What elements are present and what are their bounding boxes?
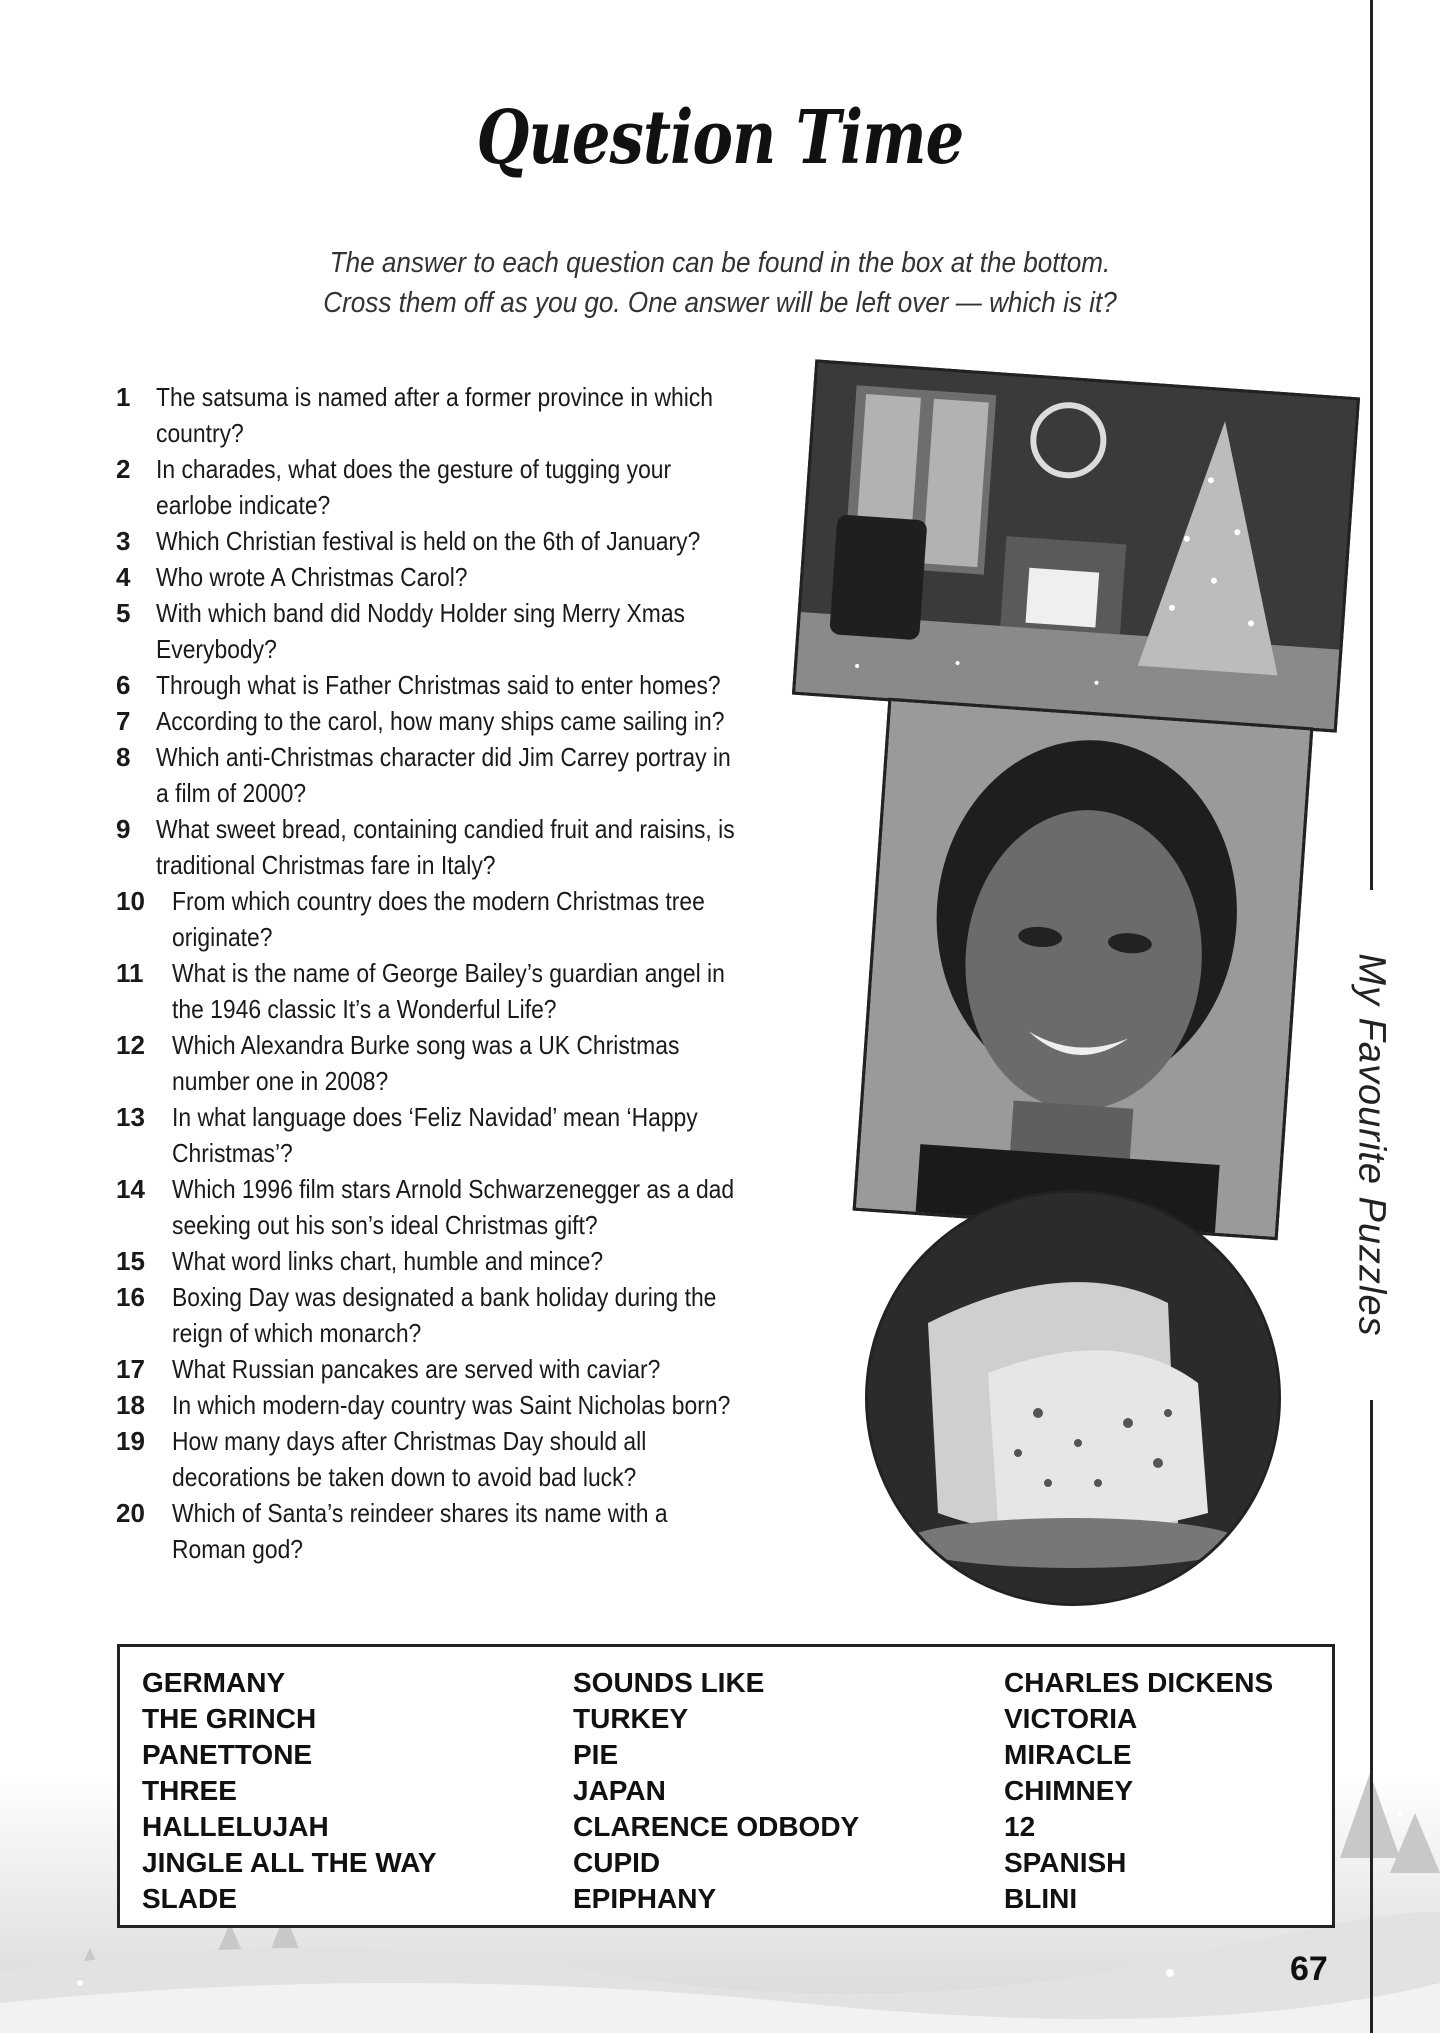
question-number: 9 xyxy=(116,814,131,844)
question-item xyxy=(116,1279,816,1351)
question-item xyxy=(116,559,816,595)
answer-item: CHIMNEY xyxy=(1004,1775,1134,1806)
answer-item: TURKEY xyxy=(573,1703,689,1734)
instructions xyxy=(72,243,1368,323)
answer-item: THE GRINCH xyxy=(142,1703,317,1734)
question-item xyxy=(116,1495,816,1567)
question-number: 3 xyxy=(116,526,131,556)
question-text: Which Alexandra Burke song was a UK Christmas number one in 2008? xyxy=(172,1030,680,1096)
answer-item: 12 xyxy=(1004,1811,1036,1842)
question-item xyxy=(116,1027,816,1099)
question-number: 7 xyxy=(116,706,131,736)
panettone-photo xyxy=(865,1190,1281,1606)
answer-item: MIRACLE xyxy=(1004,1739,1132,1770)
question-text: In charades, what does the gesture of tugging your earlobe indicate? xyxy=(156,454,672,520)
question-item xyxy=(116,595,816,667)
question-number: 2 xyxy=(116,454,131,484)
question-text: Which Christian festival is held on the 6th of January? xyxy=(156,526,701,556)
question-item xyxy=(116,811,816,883)
question-text: In what language does ‘Feliz Navidad’ mean ‘Happy Christmas’? xyxy=(172,1102,698,1168)
christmas-room-photo xyxy=(792,359,1360,732)
question-text: In which modern-day country was Saint Nicholas born? xyxy=(172,1390,731,1420)
answer-item: EPIPHANY xyxy=(573,1883,717,1914)
question-text: According to the carol, how many ships came sailing in? xyxy=(156,706,725,736)
page-title: Question Time xyxy=(476,95,964,181)
question-text: Which anti-Christmas character did Jim Carrey portray in a film of 2000? xyxy=(156,742,731,808)
question-text: Who wrote A Christmas Carol? xyxy=(156,562,468,592)
answer-item: PIE xyxy=(573,1739,619,1770)
question-number: 5 xyxy=(116,598,131,628)
answer-item: GERMANY xyxy=(142,1667,286,1698)
question-number: 18 xyxy=(116,1390,145,1420)
question-item xyxy=(116,1243,816,1279)
question-item xyxy=(116,523,816,559)
question-text: What is the name of George Bailey’s guardian angel in the 1946 classic It’s a Wonderful Life? xyxy=(172,958,725,1024)
question-number: 20 xyxy=(116,1498,145,1528)
answer-item: CUPID xyxy=(573,1847,661,1878)
question-number: 12 xyxy=(116,1030,145,1060)
answer-item: CHARLES DICKENS xyxy=(1004,1667,1274,1698)
question-item xyxy=(116,1351,816,1387)
answer-item: THREE xyxy=(142,1775,237,1806)
question-text: How many days after Christmas Day should all decorations be taken down to avoid bad luck? xyxy=(172,1426,647,1492)
question-text: Through what is Father Christmas said to enter homes? xyxy=(156,670,721,700)
answer-box xyxy=(117,1644,1335,1928)
question-number: 11 xyxy=(116,958,144,988)
question-text: From which country does the modern Christmas tree originate? xyxy=(172,886,705,952)
answer-item: SPANISH xyxy=(1004,1847,1127,1878)
answer-item: JAPAN xyxy=(573,1775,666,1806)
section-label: My Favourite Puzzles xyxy=(1350,953,1393,1337)
question-item xyxy=(116,451,816,523)
question-number: 13 xyxy=(116,1102,145,1132)
answer-column xyxy=(573,1665,859,1917)
side-rule-bottom xyxy=(1370,1400,1373,2033)
question-item xyxy=(116,1099,816,1171)
portrait-photo xyxy=(853,698,1314,1240)
question-item xyxy=(116,739,816,811)
question-number: 15 xyxy=(116,1246,145,1276)
answer-item: CLARENCE ODBODY xyxy=(573,1811,860,1842)
question-item xyxy=(116,703,816,739)
question-item xyxy=(116,1423,816,1495)
answer-item: BLINI xyxy=(1004,1883,1078,1914)
answer-item: JINGLE ALL THE WAY xyxy=(142,1847,437,1878)
answer-item: HALLELUJAH xyxy=(142,1811,329,1842)
question-text: What sweet bread, containing candied fruit and raisins, is traditional Christmas fare in Italy? xyxy=(156,814,735,880)
question-number: 10 xyxy=(116,886,145,916)
question-text: What word links chart, humble and mince? xyxy=(172,1246,604,1276)
question-number: 17 xyxy=(116,1354,145,1384)
side-rule-top xyxy=(1370,0,1373,890)
question-number: 16 xyxy=(116,1282,145,1312)
question-item xyxy=(116,379,816,451)
question-text: The satsuma is named after a former province in which country? xyxy=(156,382,713,448)
question-item xyxy=(116,1171,816,1243)
answer-item: SOUNDS LIKE xyxy=(573,1667,765,1698)
question-number: 19 xyxy=(116,1426,145,1456)
question-item xyxy=(116,883,816,955)
question-number: 1 xyxy=(116,382,131,412)
question-list xyxy=(116,379,816,1567)
question-number: 4 xyxy=(116,562,131,592)
question-text: Boxing Day was designated a bank holiday during the reign of which monarch? xyxy=(172,1282,717,1348)
question-text: What Russian pancakes are served with caviar? xyxy=(172,1354,661,1384)
question-text: Which 1996 film stars Arnold Schwarzenegger as a dad seeking out his son’s ideal Christmas gift? xyxy=(172,1174,735,1240)
question-item xyxy=(116,955,816,1027)
answer-column xyxy=(1004,1665,1273,1917)
answer-item: PANETTONE xyxy=(142,1739,313,1770)
question-number: 8 xyxy=(116,742,131,772)
answer-item: VICTORIA xyxy=(1004,1703,1138,1734)
question-text: Which of Santa’s reindeer shares its name with a Roman god? xyxy=(172,1498,668,1564)
answer-column xyxy=(142,1665,437,1917)
question-item xyxy=(116,1387,816,1423)
question-number: 6 xyxy=(116,670,131,700)
page-number: 67 xyxy=(1290,1950,1328,1988)
instructions-line: The answer to each question can be found in the box at the bottom. xyxy=(329,247,1111,279)
question-item xyxy=(116,667,816,703)
answer-item: SLADE xyxy=(142,1883,237,1914)
question-number: 14 xyxy=(116,1174,145,1204)
question-text: With which band did Noddy Holder sing Merry Xmas Everybody? xyxy=(156,598,686,664)
instructions-line: Cross them off as you go. One answer will be left over — which is it? xyxy=(323,287,1117,319)
